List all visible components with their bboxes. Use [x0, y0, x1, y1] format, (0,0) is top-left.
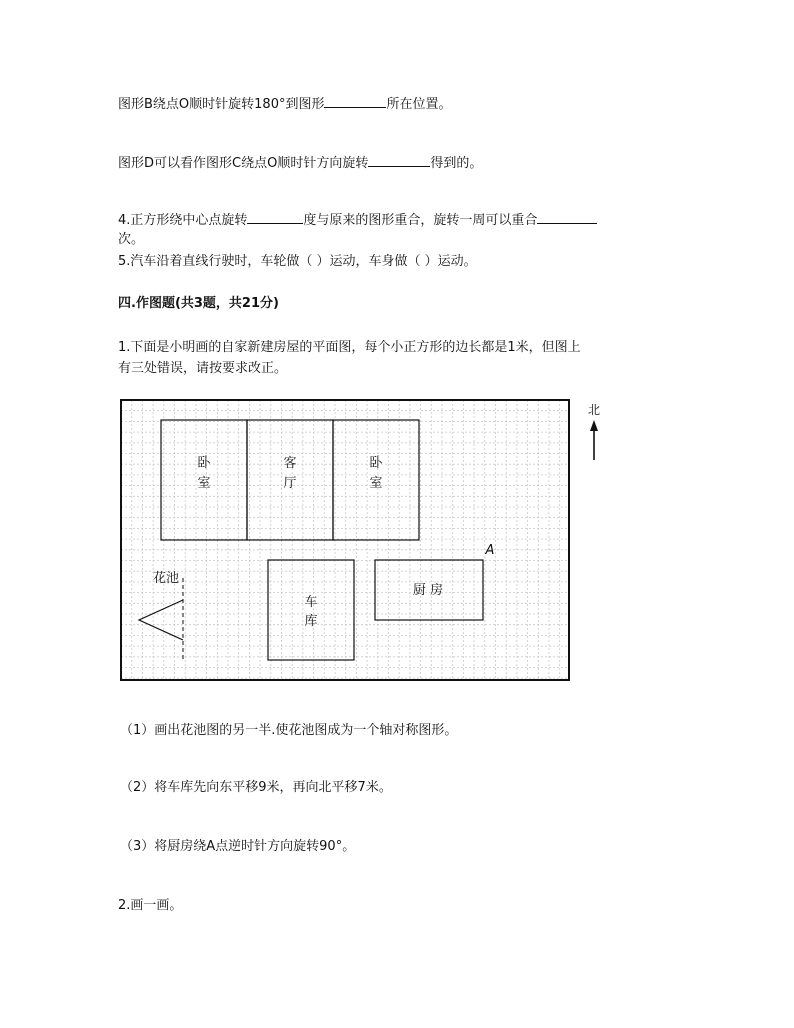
question-text: 图形D可以看作图形C绕点O顺时针方向旋转 — [118, 156, 369, 171]
question-5: 5.汽车沿着直线行驶时，车轮做（ ）运动，车身做（ ）运动。 — [118, 254, 477, 269]
question-text: 所在位置。 — [386, 97, 452, 112]
north-arrowhead-icon — [590, 420, 598, 431]
bedroom-left-label-1: 卧 — [197, 456, 211, 471]
problem-1-line1: 1.下面是小明画的自家新建房屋的平面图，每个小正方形的边长都是1米，但图上 — [118, 340, 581, 355]
problem-2: 2.画一画。 — [118, 898, 183, 913]
task-1: （1）画出花池图的另一半.使花池图成为一个轴对称图形。 — [120, 723, 458, 738]
north-label: 北 — [587, 403, 601, 417]
garage-label-1: 车 — [304, 595, 318, 610]
question-text: 得到的。 — [430, 156, 483, 171]
question-4-line2: 次。 — [118, 232, 145, 247]
bedroom-right-label-2: 室 — [369, 476, 383, 491]
point-a-label: A — [485, 543, 495, 558]
question-text: 4.正方形绕中心点旋转 — [118, 213, 248, 228]
living-room-label-1: 客 — [283, 456, 297, 471]
flower-bed-half — [139, 600, 183, 640]
garage — [268, 560, 354, 660]
task-2: （2）将车库先向东平移9米，再向北平移7米。 — [120, 780, 392, 795]
question-text: 图形B绕点O顺时针旋转180°到图形 — [118, 97, 325, 112]
task-3: （3）将厨房绕A点逆时针方向旋转90°。 — [120, 839, 356, 854]
garage-label-2: 库 — [304, 614, 318, 629]
bedroom-right-label-1: 卧 — [369, 456, 383, 471]
question-text: 度与原来的图形重合，旋转一周可以重合 — [303, 213, 538, 228]
section-heading: 四.作图题(共3题，共21分) — [118, 296, 279, 311]
living-room-label-2: 厅 — [283, 476, 297, 491]
problem-1-line2: 有三处错误，请按要求改正。 — [118, 361, 288, 376]
flower-bed-label: 花池 — [152, 571, 180, 586]
bedroom-left-label-2: 室 — [197, 476, 211, 491]
kitchen-label: 厨 房 — [412, 583, 444, 598]
